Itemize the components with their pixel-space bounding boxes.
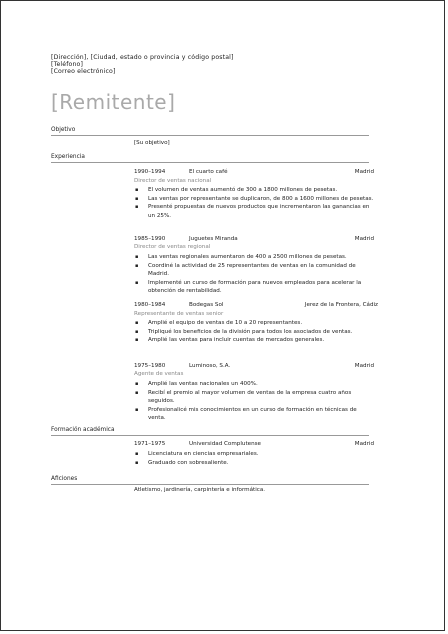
- education-dates: 1971–1975: [134, 441, 166, 447]
- list-item: ▪ Las ventas regionales aumentaron de 400 a 2500 millones de pesetas.: [134, 253, 374, 262]
- list-item: ▪ Amplié el equipo de ventas de 10 a 20 representantes.: [134, 319, 374, 328]
- job-role: Director de ventas regional: [134, 244, 211, 250]
- job-location: Madrid: [354, 363, 374, 369]
- list-item: ▪ Amplié las ventas para incluir cuentas de mercados generales.: [134, 336, 374, 345]
- list-item: ▪ Implementé un curso de formación para nuevos empleados para acelerar la obtención de rentabilidad.: [134, 279, 374, 296]
- objective-text: [Su objetivo]: [134, 140, 170, 146]
- job-company: Bodegas Sol: [189, 302, 224, 308]
- phone-line: [Teléfono]: [51, 61, 84, 69]
- contact-header: [51, 54, 234, 76]
- education-bullets: [134, 450, 374, 467]
- section-label-objective: Objetivo: [51, 127, 76, 133]
- list-item: ▪ Amplié las ventas nacionales un 400%.: [134, 380, 374, 389]
- address-line: [Dirección], [Ciudad, estado o provincia y código postal]: [51, 54, 234, 61]
- section-label-experience: Experiencia: [51, 154, 85, 160]
- job-role: Agente de ventas: [134, 371, 184, 377]
- job-bullets: [134, 380, 374, 423]
- list-item: ▪ Profesionalicé mis conocimientos en un curso de formación en técnicas de venta.: [134, 406, 374, 423]
- sender-name: [Remitente]: [51, 90, 176, 114]
- section-label-education: Formación académica: [51, 427, 115, 433]
- job-bullets: [134, 253, 374, 296]
- section-divider: [51, 162, 369, 163]
- job-bullets: [134, 319, 374, 345]
- section-divider: [51, 135, 369, 136]
- job-location: Madrid: [354, 236, 374, 242]
- email-line: [Correo electrónico]: [51, 68, 116, 76]
- list-item: ▪ Las ventas por representante se duplicaron, de 800 a 1600 millones de pesetas.: [134, 195, 374, 204]
- job-role: Representante de ventas senior: [134, 311, 224, 317]
- list-item: ▪ Graduado con sobresaliente.: [134, 459, 374, 468]
- job-dates: 1985–1990: [134, 236, 166, 242]
- list-item: ▪ El volumen de ventas aumentó de 300 a 1800 millones de pesetas.: [134, 186, 374, 195]
- job-location: Jerez de la Frontera, Cádiz: [304, 302, 378, 308]
- job-bullets: [134, 186, 374, 220]
- section-label-hobbies: Aficiones: [51, 476, 78, 482]
- job-dates: 1975–1980: [134, 363, 166, 369]
- list-item: ▪ Presenté propuestas de nuevos productos que incrementaron las ganancias en un 25%.: [134, 203, 374, 220]
- job-role: Director de ventas nacional: [134, 178, 212, 184]
- job-location: Madrid: [354, 169, 374, 175]
- job-dates: 1990–1994: [134, 169, 166, 175]
- section-divider: [51, 484, 369, 485]
- job-dates: 1980–1984: [134, 302, 166, 308]
- education-school: Universidad Complutense: [189, 441, 261, 447]
- section-divider: [51, 435, 369, 436]
- list-item: ▪ Coordiné la actividad de 25 representantes de ventas en la comunidad de Madrid.: [134, 262, 374, 279]
- job-company: El cuarto café: [189, 169, 228, 175]
- list-item: ▪ Recibí el premio al mayor volumen de ventas de la empresa cuatro años seguidos.: [134, 389, 374, 406]
- list-item: ▪ Tripliqué los beneficios de la división para todos los asociados de ventas.: [134, 328, 374, 337]
- hobbies-text: Atletismo, jardinería, carpintería e informática.: [134, 487, 266, 493]
- job-company: Juguetes Miranda: [189, 236, 238, 242]
- job-company: Luminoso, S.A.: [189, 363, 231, 369]
- list-item: ▪ Licenciatura en ciencias empresariales.: [134, 450, 374, 459]
- education-location: Madrid: [354, 441, 374, 447]
